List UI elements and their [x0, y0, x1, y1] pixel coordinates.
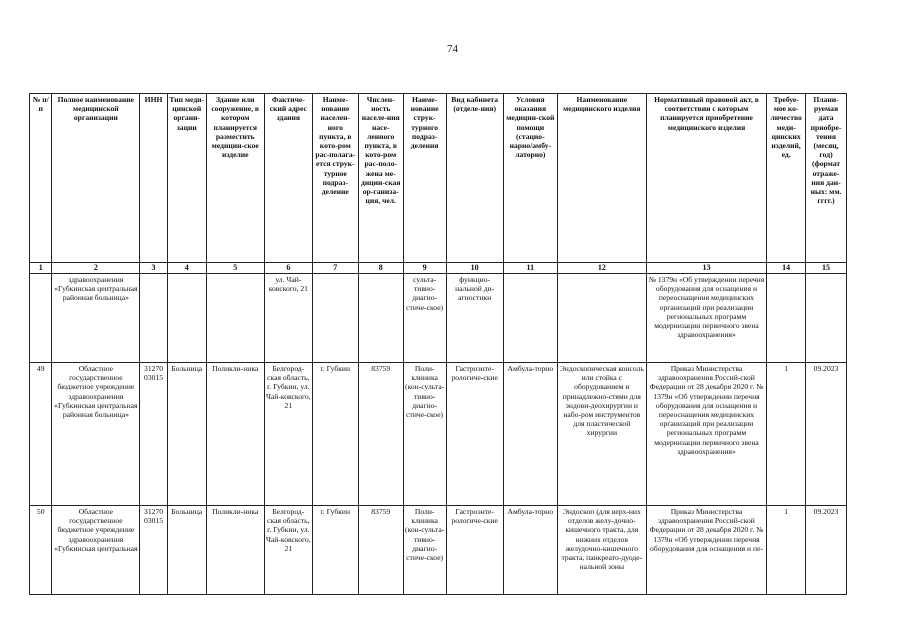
table-cell: Больница: [167, 506, 206, 595]
table-cell: Больница: [167, 363, 206, 506]
table-cell: [557, 274, 646, 363]
table-cell: 09.2023: [806, 506, 847, 595]
table-cell: № 1379н «Об утверждении перечня оборудования для оснащения и переоснащения медицинских организаций при реализации региональных программ модернизации первичного звена здравоохранения»: [646, 274, 767, 363]
table-cell: [806, 274, 847, 363]
table-cell: 1: [767, 506, 806, 595]
column-number: 1: [30, 263, 52, 274]
column-number: 14: [767, 263, 806, 274]
header-cell: Числен-ность населе-ния насе-ленного пункта, в кото-ром рас-поло-жена ме-дицин-ская ор-ганиза-ция, чел.: [358, 94, 403, 263]
table-cell: Гастроэнте-рологиче-ские: [446, 506, 503, 595]
table-cell: г. Губкин: [312, 363, 358, 506]
table-cell: Приказ Министерства здравоохранения Россий-ской Федерации от 28 декабря 2020 г. № 1379н «Об утверждении перечня оборудования для оснащения и пе-: [646, 506, 767, 595]
table-cell: Поли-клиника (кон-сульта-тивно-диагно-стиче-ское): [403, 363, 446, 506]
column-number: 13: [646, 263, 767, 274]
column-number: 7: [312, 263, 358, 274]
equipment-table: [29, 93, 847, 595]
header-cell: Плани-руемая дата приобре-тения (месяц, год) (формат отраже-ния дан-ных: мм. гггг.): [806, 94, 847, 263]
column-number: 5: [206, 263, 264, 274]
header-cell: Фактиче-ский адрес здания: [264, 94, 312, 263]
header-cell: Условия оказания медицин-ской помощи (стацио-нарно/амбу-латорно): [503, 94, 557, 263]
table-cell: [503, 274, 557, 363]
header-cell: Наиме-нование струк-турного подраз-деления: [403, 94, 446, 263]
column-number: 3: [140, 263, 168, 274]
table-row: [30, 363, 847, 506]
table-cell: г. Губкин: [312, 506, 358, 595]
table-cell: Приказ Министерства здравоохранения Россий-ской Федерации от 28 декабря 2020 г. № 1379н «Об утверждении перечня оборудования для оснащения и переоснащения медицинских организаций при реализации региональных программ модернизации первичного звена здравоохранения»: [646, 363, 767, 506]
table-cell: [358, 274, 403, 363]
header-row: [30, 94, 847, 263]
table-cell: 83759: [358, 506, 403, 595]
table-cell: [312, 274, 358, 363]
header-cell: Вид кабинета (отделе-ния): [446, 94, 503, 263]
table-cell: 31270 03015: [140, 363, 168, 506]
column-number: 11: [503, 263, 557, 274]
table-cell: [140, 274, 168, 363]
header-cell: Нормативный правовой акт, в соответствии с которым планируется приобретение медицинского изделия: [646, 94, 767, 263]
table-row: [30, 274, 847, 363]
column-number: 8: [358, 263, 403, 274]
table-cell: здравоохранения «Губкинская центральная районная больница»: [52, 274, 140, 363]
table-cell: Поликли-ника: [206, 506, 264, 595]
table-cell: Поли-клиника (кон-сульта-тивно-диагно-стиче-ское): [403, 506, 446, 595]
table-cell: ул. Чай-ковского, 21: [264, 274, 312, 363]
header-cell: Наиме-нование населен-ного пункта, в кото-ром рас-полага-ется струк-турное подраз-деление: [312, 94, 358, 263]
table-cell: Белгород-ская область, г. Губкин, ул. Чай-ковского, 21: [264, 506, 312, 595]
header-cell: Требуе-мое ко-личество меди-цинских изделий, ед.: [767, 94, 806, 263]
table-cell: 50: [30, 506, 52, 595]
header-cell: Наименование медицинского изделия: [557, 94, 646, 263]
table-cell: Гастроэнте-рологиче-ские: [446, 363, 503, 506]
table-row: [30, 506, 847, 595]
table-cell: [767, 274, 806, 363]
table-cell: [30, 274, 52, 363]
table-cell: Белгород-ская область, г. Губкин, ул. Чай-ковского, 21: [264, 363, 312, 506]
column-number: 15: [806, 263, 847, 274]
table-cell: Эндоскоп (для верх-них отделов желу-дочно-кишечного тракта, для нижних отделов желудочно-кишечного тракта, панкреато-дуоде-нальной зоны: [557, 506, 646, 595]
header-cell: Полное наименование медицинской организации: [52, 94, 140, 263]
table-cell: Амбула-торно: [503, 363, 557, 506]
table-cell: Областное государственное бюджетное учреждение здравоохранения «Губкинская центральная районная больница»: [52, 363, 140, 506]
table-cell: 1: [767, 363, 806, 506]
page-number: 74: [447, 43, 458, 55]
column-number: 2: [52, 263, 140, 274]
table-cell: 09.2023: [806, 363, 847, 506]
table-cell: Амбула-торно: [503, 506, 557, 595]
column-number: 6: [264, 263, 312, 274]
header-cell: Тип меди-цинской органи-зации: [167, 94, 206, 263]
table-cell: сульта-тивно-диагно-стиче-ское): [403, 274, 446, 363]
column-number: 12: [557, 263, 646, 274]
table-cell: Областное государственное бюджетное учреждение здравоохранения «Губкинская центральная: [52, 506, 140, 595]
table-cell: 31270 03015: [140, 506, 168, 595]
header-cell: Здание или сооружение, в котором планируется разместить медицин-ское изделие: [206, 94, 264, 263]
table-cell: Поликли-ника: [206, 363, 264, 506]
table-cell: Эндоскопическая консоль или стойка с оборудованием и принадлежно-стями для эндови-деохирургии и набо-ром инструментов для пластической хирургии: [557, 363, 646, 506]
table-cell: 83759: [358, 363, 403, 506]
column-number: 10: [446, 263, 503, 274]
column-number-row: [30, 263, 847, 274]
column-number: 9: [403, 263, 446, 274]
table-cell: 49: [30, 363, 52, 506]
table-cell: [206, 274, 264, 363]
table-cell: [167, 274, 206, 363]
table-cell: функцио-нальной ди-агностики: [446, 274, 503, 363]
header-cell: ИНН: [140, 94, 168, 263]
column-number: 4: [167, 263, 206, 274]
header-cell: № п/п: [30, 94, 52, 263]
